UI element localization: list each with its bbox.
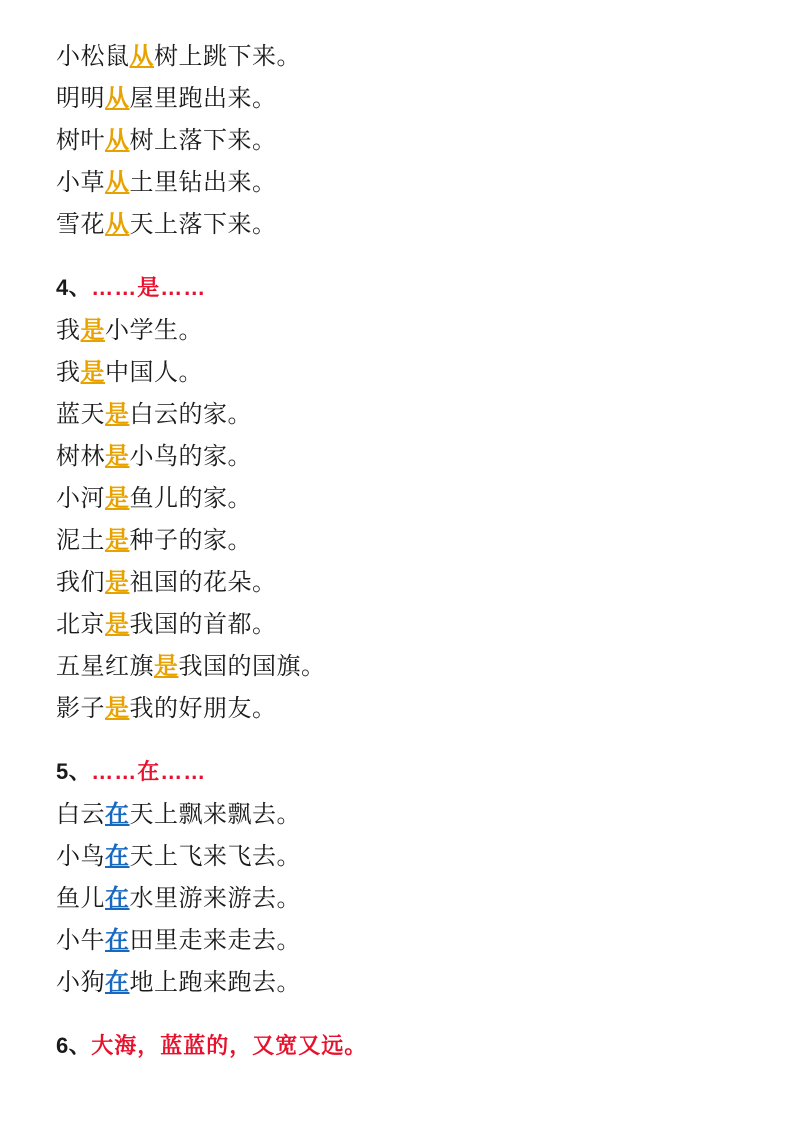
sentence-text: 我 bbox=[56, 317, 81, 344]
sentence-text: 鱼儿 bbox=[56, 885, 105, 912]
section-number: 6、 bbox=[56, 1033, 92, 1058]
keyword-highlight: 是 bbox=[80, 317, 105, 344]
sentence-text: 明明 bbox=[56, 85, 105, 112]
keyword-highlight: 从 bbox=[105, 169, 130, 196]
sentence-text: 屋里跑出来。 bbox=[129, 85, 277, 112]
sentence-text: 水里游来游去。 bbox=[129, 885, 301, 912]
keyword-highlight: 从 bbox=[129, 43, 154, 70]
sentence-text: 泥土 bbox=[56, 527, 105, 554]
keyword-highlight: 是 bbox=[105, 695, 130, 722]
sentence-line bbox=[56, 120, 737, 162]
sentence-text: 树上落下来。 bbox=[129, 127, 277, 154]
sentence-text: 影子 bbox=[56, 695, 105, 722]
sentence-text: 田里走来走去。 bbox=[129, 927, 301, 954]
sentence-text: 小河 bbox=[56, 485, 105, 512]
keyword-highlight: 是 bbox=[105, 527, 130, 554]
sentence-text: 白云的家。 bbox=[129, 401, 252, 428]
keyword-highlight: 是 bbox=[154, 653, 179, 680]
sentence-text: 小学生。 bbox=[105, 317, 203, 344]
sentence-text: 天上飘来飘去。 bbox=[129, 801, 301, 828]
keyword-highlight: 在 bbox=[105, 801, 130, 828]
keyword-highlight: 在 bbox=[105, 927, 130, 954]
section-pattern: ……在…… bbox=[91, 759, 207, 784]
sentence-text: 我 bbox=[56, 359, 81, 386]
sentence-text: 天上落下来。 bbox=[129, 211, 277, 238]
sentence-line bbox=[56, 836, 737, 878]
keyword-highlight: 在 bbox=[105, 885, 130, 912]
section-pattern: ……是…… bbox=[91, 275, 207, 300]
sentence-line bbox=[56, 36, 737, 78]
sentence-text: 我们 bbox=[56, 569, 105, 596]
sentence-line bbox=[56, 352, 737, 394]
section-heading bbox=[56, 1026, 737, 1066]
keyword-highlight: 从 bbox=[105, 85, 130, 112]
keyword-highlight: 是 bbox=[105, 485, 130, 512]
sentence-line bbox=[56, 688, 737, 730]
section-heading bbox=[56, 752, 737, 792]
sentence-text: 天上飞来飞去。 bbox=[129, 843, 301, 870]
sentence-line bbox=[56, 394, 737, 436]
sentence-line bbox=[56, 878, 737, 920]
sentence-text: 树林 bbox=[56, 443, 105, 470]
sentence-text: 白云 bbox=[56, 801, 105, 828]
sentence-text: 小牛 bbox=[56, 927, 105, 954]
sentence-line bbox=[56, 436, 737, 478]
keyword-highlight: 是 bbox=[105, 401, 130, 428]
sentence-text: 五星红旗 bbox=[56, 653, 154, 680]
sentence-line bbox=[56, 962, 737, 1004]
sentence-text: 中国人。 bbox=[105, 359, 203, 386]
keyword-highlight: 从 bbox=[105, 211, 130, 238]
sentence-text: 土里钻出来。 bbox=[129, 169, 277, 196]
sentence-text: 蓝天 bbox=[56, 401, 105, 428]
section-number: 5、 bbox=[56, 759, 92, 784]
sentence-line bbox=[56, 162, 737, 204]
sentence-text: 我国的国旗。 bbox=[178, 653, 326, 680]
sentence-text: 北京 bbox=[56, 611, 105, 638]
sentence-text: 地上跑来跑去。 bbox=[129, 969, 301, 996]
keyword-highlight: 从 bbox=[105, 127, 130, 154]
section-number: 4、 bbox=[56, 275, 92, 300]
sentence-line bbox=[56, 478, 737, 520]
sentence-text: 我的好朋友。 bbox=[129, 695, 277, 722]
sentence-text: 小狗 bbox=[56, 969, 105, 996]
sentence-line bbox=[56, 78, 737, 120]
keyword-highlight: 是 bbox=[105, 611, 130, 638]
sentence-text: 鱼儿的家。 bbox=[129, 485, 252, 512]
sentence-line bbox=[56, 794, 737, 836]
sentence-line bbox=[56, 520, 737, 562]
section-heading bbox=[56, 268, 737, 308]
sentence-text: 小草 bbox=[56, 169, 105, 196]
sentence-text: 小松鼠 bbox=[56, 43, 130, 70]
sentence-text: 祖国的花朵。 bbox=[129, 569, 277, 596]
sentence-text: 小鸟 bbox=[56, 843, 105, 870]
document-body bbox=[56, 36, 737, 1066]
section-pattern: 大海，蓝蓝的，又宽又远。 bbox=[91, 1033, 368, 1058]
sentence-text: 树上跳下来。 bbox=[154, 43, 301, 70]
keyword-highlight: 是 bbox=[80, 359, 105, 386]
keyword-highlight: 是 bbox=[105, 443, 130, 470]
keyword-highlight: 在 bbox=[105, 843, 130, 870]
keyword-highlight: 在 bbox=[105, 969, 130, 996]
sentence-text: 我国的首都。 bbox=[129, 611, 277, 638]
sentence-line bbox=[56, 562, 737, 604]
sentence-line bbox=[56, 920, 737, 962]
sentence-text: 雪花 bbox=[56, 211, 105, 238]
sentence-line bbox=[56, 310, 737, 352]
sentence-text: 小鸟的家。 bbox=[129, 443, 252, 470]
sentence-line bbox=[56, 204, 737, 246]
sentence-text: 种子的家。 bbox=[129, 527, 252, 554]
sentence-text: 树叶 bbox=[56, 127, 105, 154]
keyword-highlight: 是 bbox=[105, 569, 130, 596]
sentence-line bbox=[56, 646, 737, 688]
sentence-line bbox=[56, 604, 737, 646]
